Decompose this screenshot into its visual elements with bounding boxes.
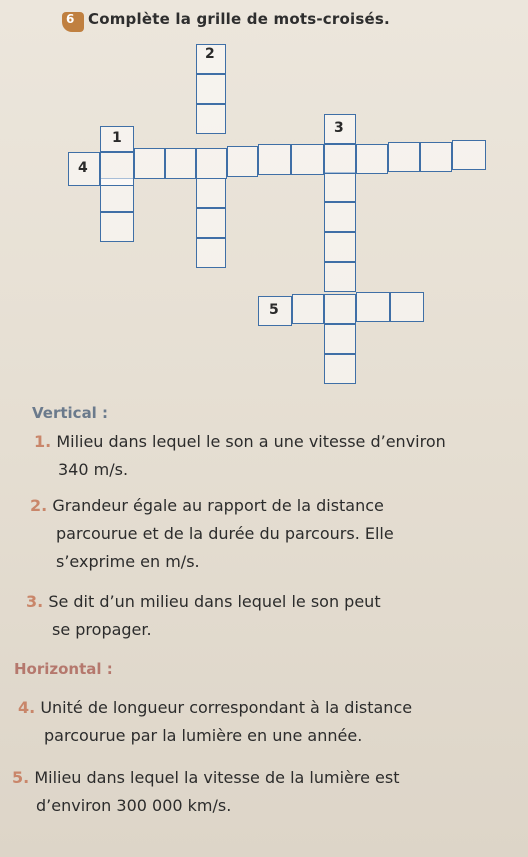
clue-number: 4. (18, 698, 36, 717)
grid-cell-w5[interactable] (356, 292, 390, 322)
clue-text: Milieu dans lequel la vitesse de la lumière est (34, 768, 400, 787)
vertical-clue-1 (34, 428, 446, 484)
grid-number-3: 3 (334, 120, 344, 136)
grid-cell-w3[interactable] (324, 324, 356, 354)
grid-cell-w2[interactable] (196, 238, 226, 268)
crossword-grid (0, 0, 528, 400)
vertical-heading: Vertical : (32, 404, 109, 422)
grid-number-1: 1 (112, 130, 122, 146)
grid-cell-w4[interactable] (291, 144, 324, 175)
clue-text: se propager. (52, 620, 152, 639)
grid-cell-w4[interactable] (324, 144, 356, 174)
horizontal-clue-5 (12, 764, 399, 820)
grid-cell-w4[interactable] (388, 142, 420, 172)
grid-cell-w2[interactable] (196, 104, 226, 134)
grid-number-5: 5 (269, 302, 279, 318)
clue-number: 5. (12, 768, 30, 787)
grid-number-4: 4 (78, 160, 88, 176)
grid-cell-w3[interactable] (324, 202, 356, 232)
grid-cell-w4[interactable] (356, 144, 388, 174)
vertical-clue-2 (30, 492, 394, 576)
grid-number-2: 2 (205, 46, 215, 62)
grid-cell-w2[interactable] (196, 74, 226, 104)
clue-text: Se dit d’un milieu dans lequel le son peut (48, 592, 381, 611)
grid-cell-w4[interactable] (227, 146, 258, 177)
clue-text: Unité de longueur correspondant à la distance (40, 698, 413, 717)
grid-cell-w3[interactable] (324, 232, 356, 262)
grid-cell-w4[interactable] (165, 148, 196, 179)
grid-cell-w4[interactable] (100, 152, 134, 186)
grid-cell-w1[interactable] (100, 212, 134, 242)
exercise-number-badge: 6 (62, 12, 84, 32)
clue-text: Milieu dans lequel le son a une vitesse d’environ (56, 432, 446, 451)
grid-cell-w4[interactable] (196, 148, 227, 179)
grid-cell-w2[interactable] (196, 178, 226, 208)
grid-cell-w5[interactable] (324, 294, 356, 324)
grid-cell-w3[interactable] (324, 172, 356, 202)
grid-cell-w4[interactable] (134, 148, 165, 179)
clue-text: 340 m/s. (58, 460, 129, 479)
horizontal-heading: Horizontal : (14, 660, 113, 678)
grid-cell-w4[interactable] (420, 142, 452, 172)
grid-cell-w5[interactable] (292, 294, 324, 324)
grid-cell-w4[interactable] (258, 144, 291, 175)
grid-cell-w2[interactable] (196, 208, 226, 238)
clue-text: parcourue et de la durée du parcours. Elle (56, 524, 394, 543)
grid-cell-w3[interactable] (324, 262, 356, 292)
clue-number: 3. (26, 592, 44, 611)
clue-text: parcourue par la lumière en une année. (44, 726, 363, 745)
grid-cell-w5[interactable] (390, 292, 424, 322)
horizontal-clue-4 (18, 694, 412, 750)
exercise-title: Complète la grille de mots-croisés. (88, 10, 390, 28)
clue-text: Grandeur égale au rapport de la distance (52, 496, 384, 515)
clue-text: d’environ 300 000 km/s. (36, 796, 232, 815)
vertical-clue-3 (26, 588, 381, 644)
grid-cell-w3[interactable] (324, 354, 356, 384)
clue-text: s’exprime en m/s. (56, 552, 200, 571)
grid-cell-w4[interactable] (452, 140, 486, 170)
clue-number: 2. (30, 496, 48, 515)
clue-number: 1. (34, 432, 52, 451)
